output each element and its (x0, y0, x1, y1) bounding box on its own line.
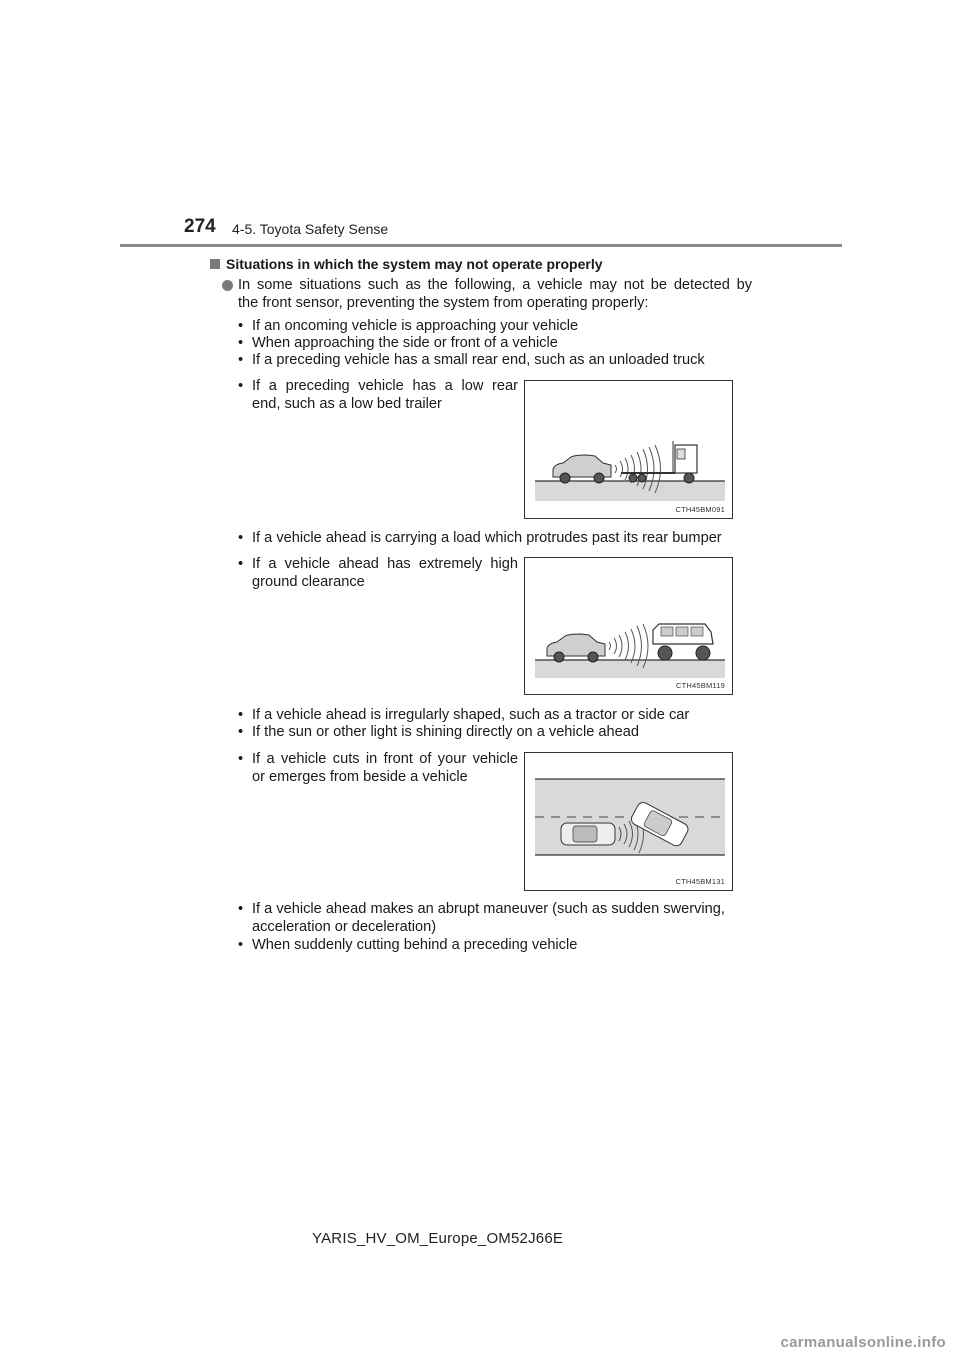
watermark: carmanualsonline.info (780, 1334, 946, 1351)
lead-paragraph (222, 276, 752, 312)
list-item-text: If a vehicle ahead has extremely high (252, 556, 518, 572)
list-item-text: If the sun or other light is shining directly on a vehicle ahead (252, 724, 639, 740)
list-item-text: If an oncoming vehicle is approaching your vehicle (252, 318, 579, 334)
bullet-marker: • (238, 724, 244, 740)
list-item (238, 936, 577, 954)
list-item-text: If a preceding vehicle has a low rear (252, 378, 518, 394)
list-item (238, 377, 518, 413)
bullet-marker: • (238, 378, 244, 394)
bullet-marker: • (238, 335, 244, 351)
bullet-marker: • (238, 707, 244, 723)
figure-illustration (525, 558, 732, 694)
bullet-marker: • (238, 318, 244, 334)
list-item (238, 706, 689, 724)
list-item-text: end, such as a low bed trailer (252, 396, 442, 412)
list-item-text: When suddenly cutting behind a preceding vehicle (252, 937, 578, 953)
bullet-marker: • (238, 901, 244, 917)
square-bullet-icon (210, 259, 220, 269)
document-code-footer: YARIS_HV_OM_Europe_OM52J66E (312, 1230, 564, 1247)
figure-illustration (525, 381, 732, 518)
bullet-marker: • (238, 530, 244, 546)
list-item (238, 900, 725, 936)
bullet-marker: • (238, 751, 244, 767)
figure-low-bed-trailer (524, 380, 733, 519)
figure-cut-in (524, 752, 733, 891)
list-item (238, 555, 518, 591)
bullet-marker: • (238, 556, 244, 572)
list-item (238, 317, 578, 335)
heading-text: Situations in which the system may not operate properly (226, 256, 603, 272)
section-heading (210, 256, 603, 272)
list-item-text: When approaching the side or front of a vehicle (252, 335, 558, 351)
list-item-text: If a preceding vehicle has a small rear end, such as an unloaded truck (252, 352, 705, 368)
figure-code: CTH45BM131 (675, 877, 725, 886)
page-number: 274 (184, 216, 216, 237)
list-item (238, 750, 518, 786)
figure-illustration (525, 753, 732, 890)
header-divider (120, 244, 842, 247)
lead-line-1: In some situations such as the following, a vehicle may not be detected by (238, 277, 752, 293)
list-item (238, 334, 558, 352)
list-item-text: If a vehicle ahead is irregularly shaped, such as a tractor or side car (252, 707, 690, 723)
bullet-marker: • (238, 352, 244, 368)
section-title: 4-5. Toyota Safety Sense (232, 221, 389, 237)
list-item-text: If a vehicle ahead makes an abrupt maneuver (such as sudden swerving, (252, 901, 725, 917)
list-item-text: or emerges from beside a vehicle (252, 769, 468, 785)
circle-bullet-icon (222, 280, 233, 291)
figure-code: CTH45BM091 (675, 505, 725, 514)
figure-code: CTH45BM119 (676, 681, 725, 690)
list-item-text: ground clearance (252, 574, 365, 590)
list-item (238, 723, 639, 741)
figure-high-clearance (524, 557, 733, 695)
list-item (238, 351, 705, 369)
list-item-text: If a vehicle cuts in front of your vehicle (252, 751, 518, 767)
list-item-text: If a vehicle ahead is carrying a load which protrudes past its rear bumper (252, 530, 722, 546)
list-item-text: acceleration or deceleration) (252, 919, 437, 935)
lead-line-2: the front sensor, preventing the system from operating properly: (238, 295, 649, 311)
list-item (238, 529, 722, 547)
bullet-marker: • (238, 937, 244, 953)
